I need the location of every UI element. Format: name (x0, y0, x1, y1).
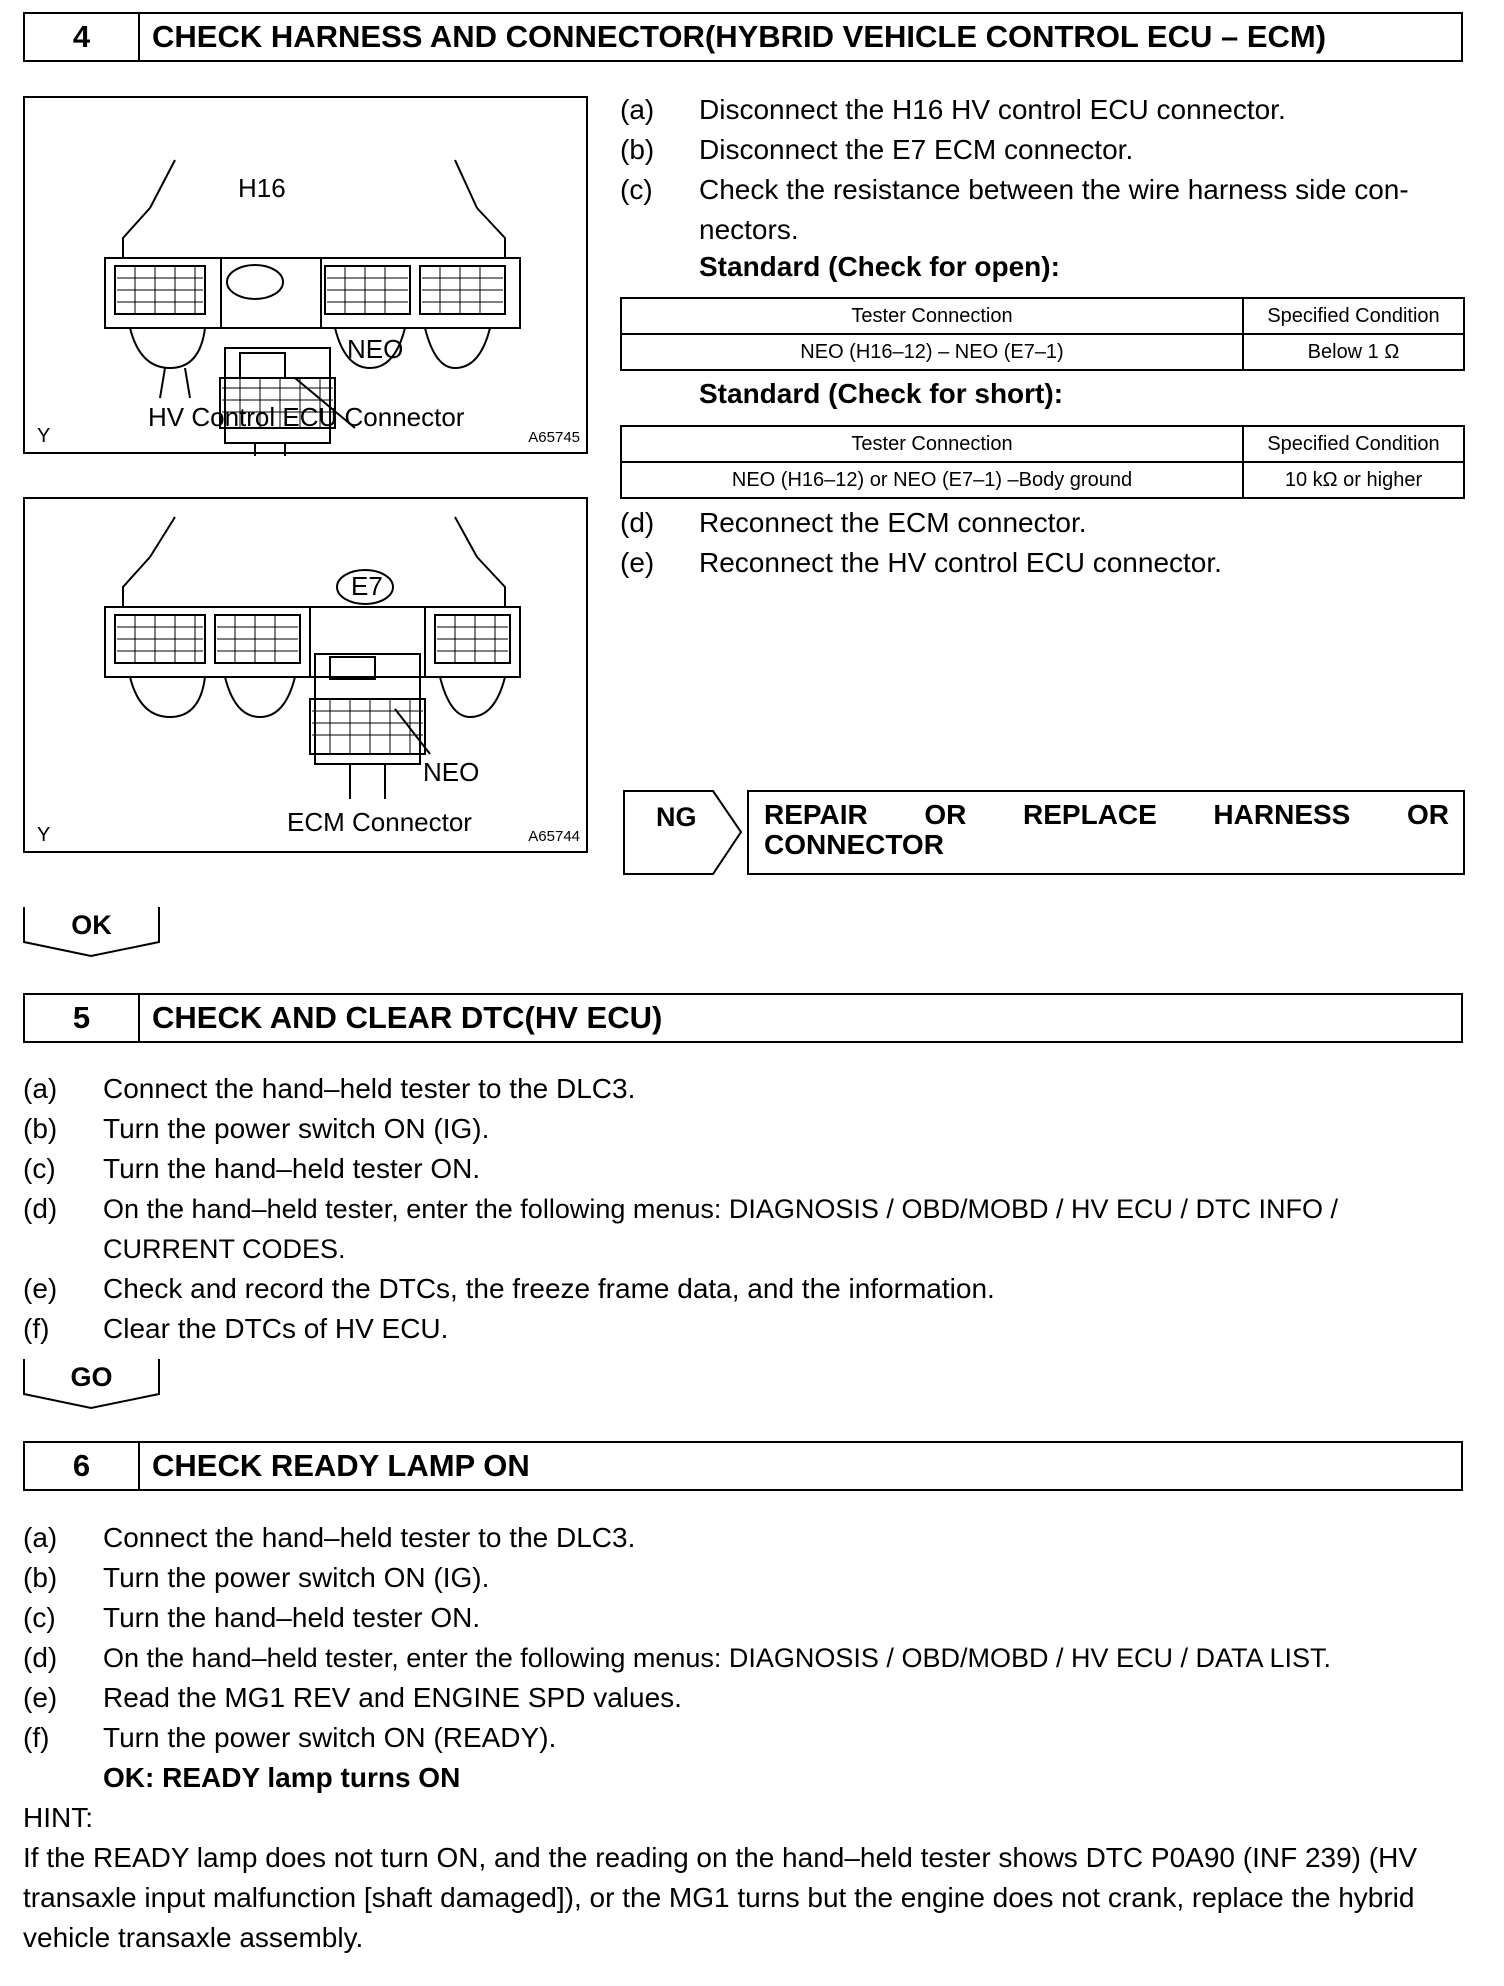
list-item: (f) Turn the power switch ON (READY). (23, 1722, 557, 1753)
open-table-connection: NEO (H16–12) – NEO (E7–1) (621, 334, 1243, 370)
list-item: (d) On the hand–held tester, enter the following menus: DIAGNOSIS / OBD/MOBD / HV ECU / DTC INFO / CURRENT CODES. (23, 1193, 1338, 1264)
standard-open-table (620, 297, 1465, 371)
open-table-header-connection: Tester Connection (621, 298, 1243, 334)
step5-title: CHECK AND CLEAR DTC(HV ECU) (152, 1000, 663, 1035)
list-item: (c) Turn the hand–held tester ON. (23, 1153, 481, 1184)
list-item: (e) Read the MG1 REV and ENGINE SPD values. (23, 1682, 682, 1713)
list-item: (a) Connect the hand–held tester to the DLC3. (23, 1522, 636, 1553)
figure-hv-ecu-connector (23, 96, 588, 454)
ok-statement: OK: READY lamp turns ON (103, 1762, 461, 1793)
fig2-ref: A65744 (528, 828, 580, 845)
list-item: (b) Disconnect the E7 ECM connector. (620, 134, 1134, 165)
step6-steps (23, 1518, 1463, 1958)
step6-header (23, 1441, 1463, 1491)
step4-number: 4 (25, 14, 140, 60)
hint-label: HINT: (23, 1802, 93, 1833)
step4-steps-before (620, 90, 1465, 250)
list-item: (e) Check and record the DTCs, the freeze frame data, and the information. (23, 1273, 995, 1304)
step4-header (23, 12, 1463, 62)
standard-open-label: Standard (Check for open): (699, 251, 1060, 282)
fig2-connector-code: E7 (351, 571, 383, 601)
step5-number: 5 (25, 995, 140, 1041)
short-table-header-connection: Tester Connection (621, 426, 1243, 462)
ok-label: OK (71, 910, 112, 940)
ok-flow-marker (23, 906, 160, 944)
list-item: (b) Turn the power switch ON (IG). (23, 1562, 490, 1593)
short-table-condition: 10 kΩ or higher (1243, 462, 1464, 498)
step6-title: CHECK READY LAMP ON (152, 1448, 530, 1483)
fig1-corner: Y (37, 425, 51, 447)
list-item: (c) Check the resistance between the wire harness side con-nectors. (620, 174, 1409, 245)
open-table-header-condition: Specified Condition (1243, 298, 1464, 334)
open-table-condition: Below 1 Ω (1243, 334, 1464, 370)
go-flow-marker (23, 1358, 160, 1396)
list-item: (f) Clear the DTCs of HV ECU. (23, 1313, 449, 1344)
fig2-corner: Y (37, 824, 51, 846)
fig2-caption: ECM Connector (287, 807, 472, 837)
short-table-header-condition: Specified Condition (1243, 426, 1464, 462)
fig1-pointer-label: NEO (347, 334, 404, 364)
short-table-connection: NEO (H16–12) or NEO (E7–1) –Body ground (621, 462, 1243, 498)
figure-ecm-connector (23, 497, 588, 853)
fig1-ref: A65745 (528, 429, 580, 446)
standard-short-table (620, 425, 1465, 499)
fig1-caption: HV Control ECU Connector (148, 402, 465, 432)
ng-action: REPAIR OR REPLACE HARNESS OR CONNECTOR (764, 799, 1449, 860)
ng-label: NG (656, 802, 697, 832)
list-item: (a) Disconnect the H16 HV control ECU connector. (620, 94, 1286, 125)
step4-title: CHECK HARNESS AND CONNECTOR(HYBRID VEHICLE CONTROL ECU – ECM) (152, 19, 1327, 54)
step6-number: 6 (25, 1443, 140, 1489)
list-item: (a) Connect the hand–held tester to the DLC3. (23, 1073, 636, 1104)
list-item: (d) Reconnect the ECM connector. (620, 507, 1087, 538)
fig2-pointer-label: NEO (423, 757, 480, 787)
list-item: (d) On the hand–held tester, enter the following menus: DIAGNOSIS / OBD/MOBD / HV ECU / DATA LIST. (23, 1642, 1332, 1673)
fig1-connector-code: H16 (238, 173, 286, 203)
step4-steps-after (620, 503, 1465, 583)
step5-steps (23, 1069, 1463, 1349)
list-item: (c) Turn the hand–held tester ON. (23, 1602, 481, 1633)
step5-header (23, 993, 1463, 1043)
standard-short-label: Standard (Check for short): (699, 378, 1064, 409)
hint-text: If the READY lamp does not turn ON, and the reading on the hand–held tester shows DTC P0A90 (INF 239) (HV transaxle input malfunction [shaft damaged]), or the MG1 turns but the engine does not crank, replace the hybrid vehicle transaxle assembly. (23, 1842, 1417, 1953)
go-label: GO (70, 1362, 113, 1392)
ecm-connector-drawing (25, 499, 590, 855)
list-item: (e) Reconnect the HV control ECU connector. (620, 547, 1222, 578)
list-item: (b) Turn the power switch ON (IG). (23, 1113, 490, 1144)
